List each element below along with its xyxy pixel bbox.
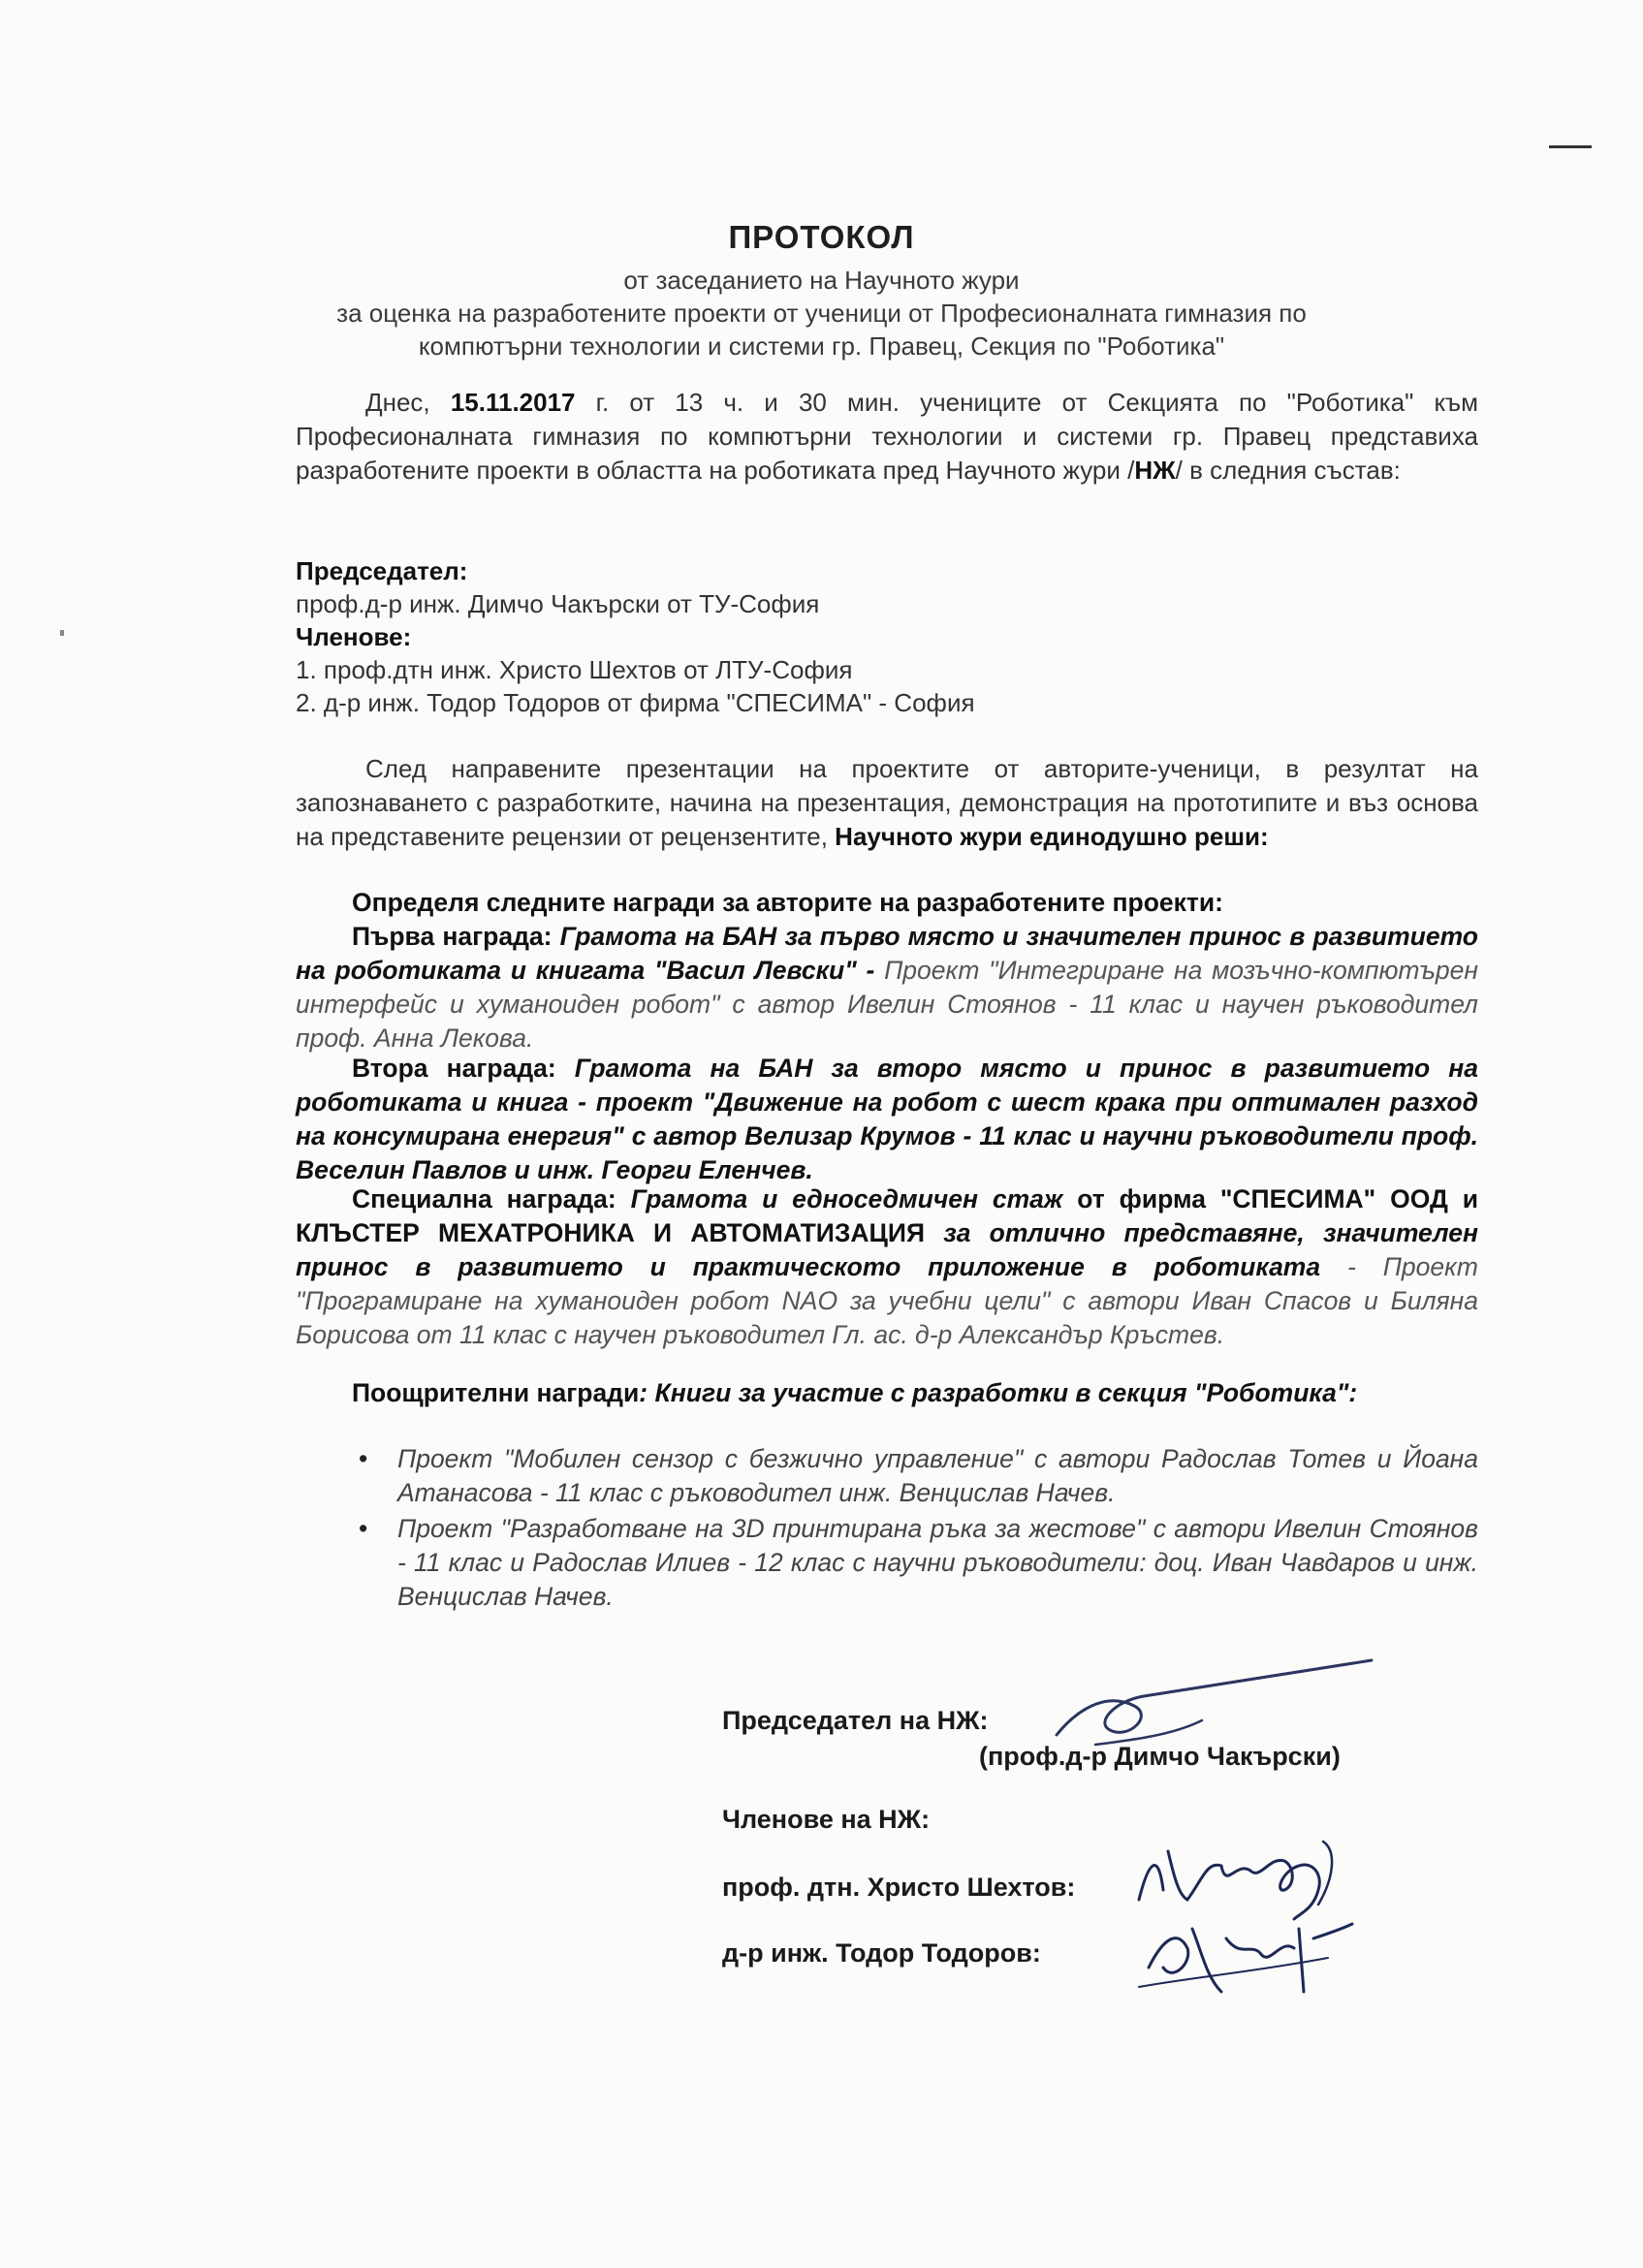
document-subtitle-2: за оценка на разработените проекти от ученици от Професионалната гимназия по xyxy=(336,299,1307,328)
awards-intro: Определя следните награди за авторите на разработените проекти: xyxy=(352,888,1223,917)
signature-member-2: д-р инж. Тодор Тодоров: xyxy=(722,1938,1041,1968)
award-special xyxy=(296,1182,1478,1352)
award-special-prize-a: Грамота и едноседмичен стаж xyxy=(630,1184,1063,1213)
scan-edge-mark xyxy=(1549,145,1592,148)
award-encouragement-prize: : Книги за участие с разработки в секция "Роботика": xyxy=(639,1378,1358,1407)
signature-chair-name: (проф.д-р Димчо Чакърски) xyxy=(979,1742,1341,1771)
award-second-detail: проект "Движение на робот с шест крака при оптимален разход на консумирана енергия" с автор Велизар Крумов - 11 клас и научни ръководители проф. Веселин Павлов и инж. Георги Еленчев. xyxy=(296,1087,1478,1184)
signature-members-label: Членове на НЖ: xyxy=(722,1805,931,1834)
chair-signature xyxy=(1037,1653,1386,1759)
award-special-detail: - Проект "Програмиране на хуманоиден робот NAO за учебни цели" с автори Иван Спасов и Биляна Борисова от 11 клас с научен ръководител Гл. ас. д-р Александър Кръстев. xyxy=(296,1252,1478,1349)
award-first-label: Първа награда: xyxy=(352,922,553,951)
signature-member-1: проф. дтн. Христо Шехтов: xyxy=(722,1873,1076,1902)
member-2-signature xyxy=(1134,1900,1357,2006)
jury-composition xyxy=(296,554,1478,719)
decision-bold: Научното жури единодушно реши: xyxy=(835,822,1269,851)
bullet-icon: • xyxy=(359,1444,368,1473)
decision-paragraph xyxy=(296,752,1478,854)
decision-text: След направените презентации на проектите от авторите-ученици, в резултат на запознаването с разработките, начина на презентация, демонстрация на прототипите и въз основа на представените рецензии от рецензентите, xyxy=(296,754,1478,851)
document-title: ПРОТОКОЛ xyxy=(728,219,915,255)
award-second-prize: Грамота на БАН за второ място и принос в развитието на роботиката и книга - xyxy=(296,1054,1478,1117)
encouragement-projects-list xyxy=(359,1442,1478,1616)
award-special-prize-c: за отлично представяне, значителен принос в развитието и практическото приложение в роботиката xyxy=(296,1218,1478,1281)
jury-chair-name: проф.д-р инж. Димчо Чакърски от ТУ-София xyxy=(296,589,820,618)
document-subtitle-1: от заседанието на Научното жури xyxy=(623,266,1020,295)
intro-paragraph xyxy=(296,386,1478,488)
signature-chair-label: Председател на НЖ: xyxy=(722,1706,989,1735)
award-first xyxy=(296,920,1478,1055)
intro-date: 15.11.2017 xyxy=(450,388,576,417)
jury-member-2: 2. д-р инж. Тодор Тодоров от фирма "СПЕСИМА" - София xyxy=(296,688,975,717)
bullet-icon: • xyxy=(359,1514,368,1543)
intro-text-3: / в следния състав: xyxy=(1175,456,1401,485)
award-first-prize: Грамота на БАН за първо място и значителен принос в развитието на роботиката и книгата "Васил Левски" - xyxy=(296,922,1478,985)
intro-text-1: Днес, xyxy=(365,388,451,417)
list-item: • Проект "Разработване на 3D принтирана ръка за жестове" с автори Ивелин Стоянов - 11 клас и Радослав Илиев - 12 клас с научни ръководители: доц. Иван Чавдаров и инж. Венцислав Начев. xyxy=(359,1514,1478,1611)
award-encouragement-label: Поощрителни награди xyxy=(352,1378,640,1407)
list-item: • Проект "Мобилен сензор с безжично управление" с автори Радослав Тотев и Йоана Атанасова - 11 клас с ръководител инж. Венцислав Начев. xyxy=(359,1444,1478,1507)
intro-text-2: г. от 13 ч. и 30 мин. учениците от Секцията по "Роботика" към Професионалната гимназия по компютърни технологии и системи гр. Правец представиха разработените проекти в областта на роботиката пред Научното жури / xyxy=(296,388,1479,485)
jury-member-1: 1. проф.дтн инж. Христо Шехтов от ЛТУ-София xyxy=(296,655,853,684)
jury-members-label: Членове: xyxy=(296,622,412,651)
intro-abbr: НЖ xyxy=(1134,456,1176,485)
award-second-label: Втора награда: xyxy=(352,1054,556,1083)
document-subtitle-3: компютърни технологии и системи гр. Правец, Секция по "Роботика" xyxy=(418,331,1225,361)
scan-dust xyxy=(60,630,64,636)
award-special-label: Специална награда: xyxy=(352,1184,616,1213)
award-special-prize-b: от фирма "СПЕСИМА" ООД и КЛЪСТЕР МЕХАТРОНИКА И АВТОМАТИЗАЦИЯ xyxy=(296,1184,1479,1247)
award-second xyxy=(296,1052,1478,1187)
jury-chair-label: Председател: xyxy=(296,556,468,585)
award-first-detail: Проект "Интегриране на мозъчно-компютърен интерфейс и хуманоиден робот" с автор Ивелин Стоянов - 11 клас и научен ръководител проф. Анна Лекова. xyxy=(296,956,1478,1053)
award-encouragement xyxy=(296,1376,1478,1410)
